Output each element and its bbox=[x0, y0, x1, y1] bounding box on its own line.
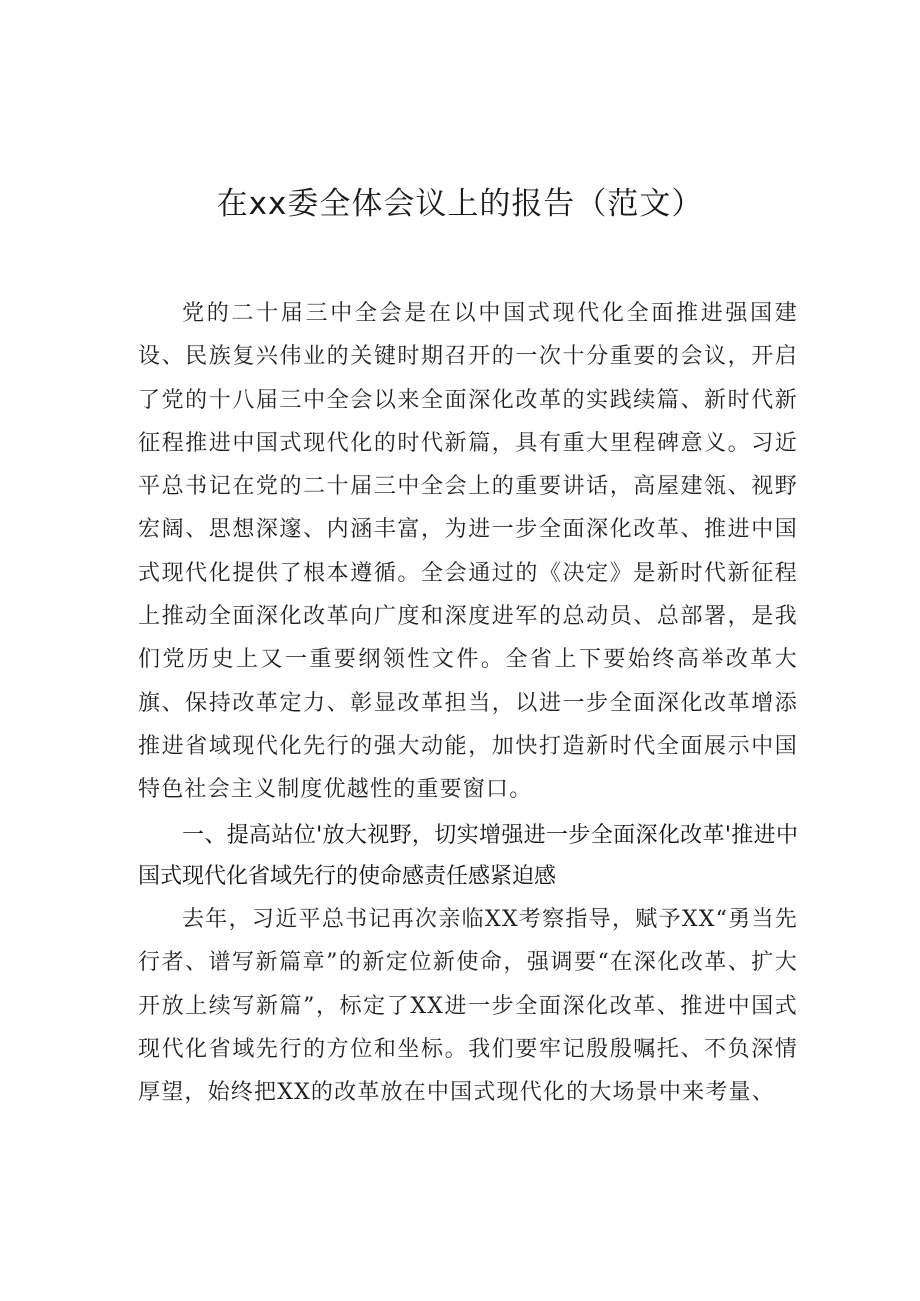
section-heading-1: 一、提高站位'放大视野，切实增强进一步全面深化改革'推进中国式现代化省域先行的使命感责任感紧迫感 bbox=[138, 823, 798, 889]
paragraph-intro: 党的二十届三中全会是在以中国式现代化全面推进强国建设、民族复兴伟业的关键时期召开的一次十分重要的会议，开启了党的十八届三中全会以来全面深化改革的实践续篇、新时代新征程推进中国式现代化的时代新篇，具有重大里程碑意义。习近平总书记在党的二十届三中全会上的重要讲话，高屋建瓴、视野宏阔、思想深邃、内涵丰富，为进一步全面深化改革、推进中国式现代化提供了根本遵循。全会通过的《决定》是新时代新征程上推动全面深化改革向广度和深度进军的总动员、总部署，是我们党历史上又一重要纲领性文件。全省上下要始终高举改革大旗、保持改革定力、彰显改革担当，以进一步全面深化改革增添推进省域现代化先行的强大动能，加快打造新时代全面展示中国特色社会主义制度优越性的重要窗口。 bbox=[138, 301, 798, 803]
document-title: 在xx委全体会议上的报告（范文） bbox=[216, 186, 704, 222]
paragraph-section-1: 去年，习近平总书记再次亲临XX考察指导，赋予XX“勇当先行者、谱写新篇章”的新定位新使命，强调要“在深化改革、扩大开放上续写新篇”，标定了XX进一步全面深化改革、推进中国式现代化省域先行的方位和坐标。我们要牢记殷殷嘱托、不负深情厚望，始终把XX的改革放在中国式现代化的大场景中来考量、 bbox=[138, 907, 798, 1106]
